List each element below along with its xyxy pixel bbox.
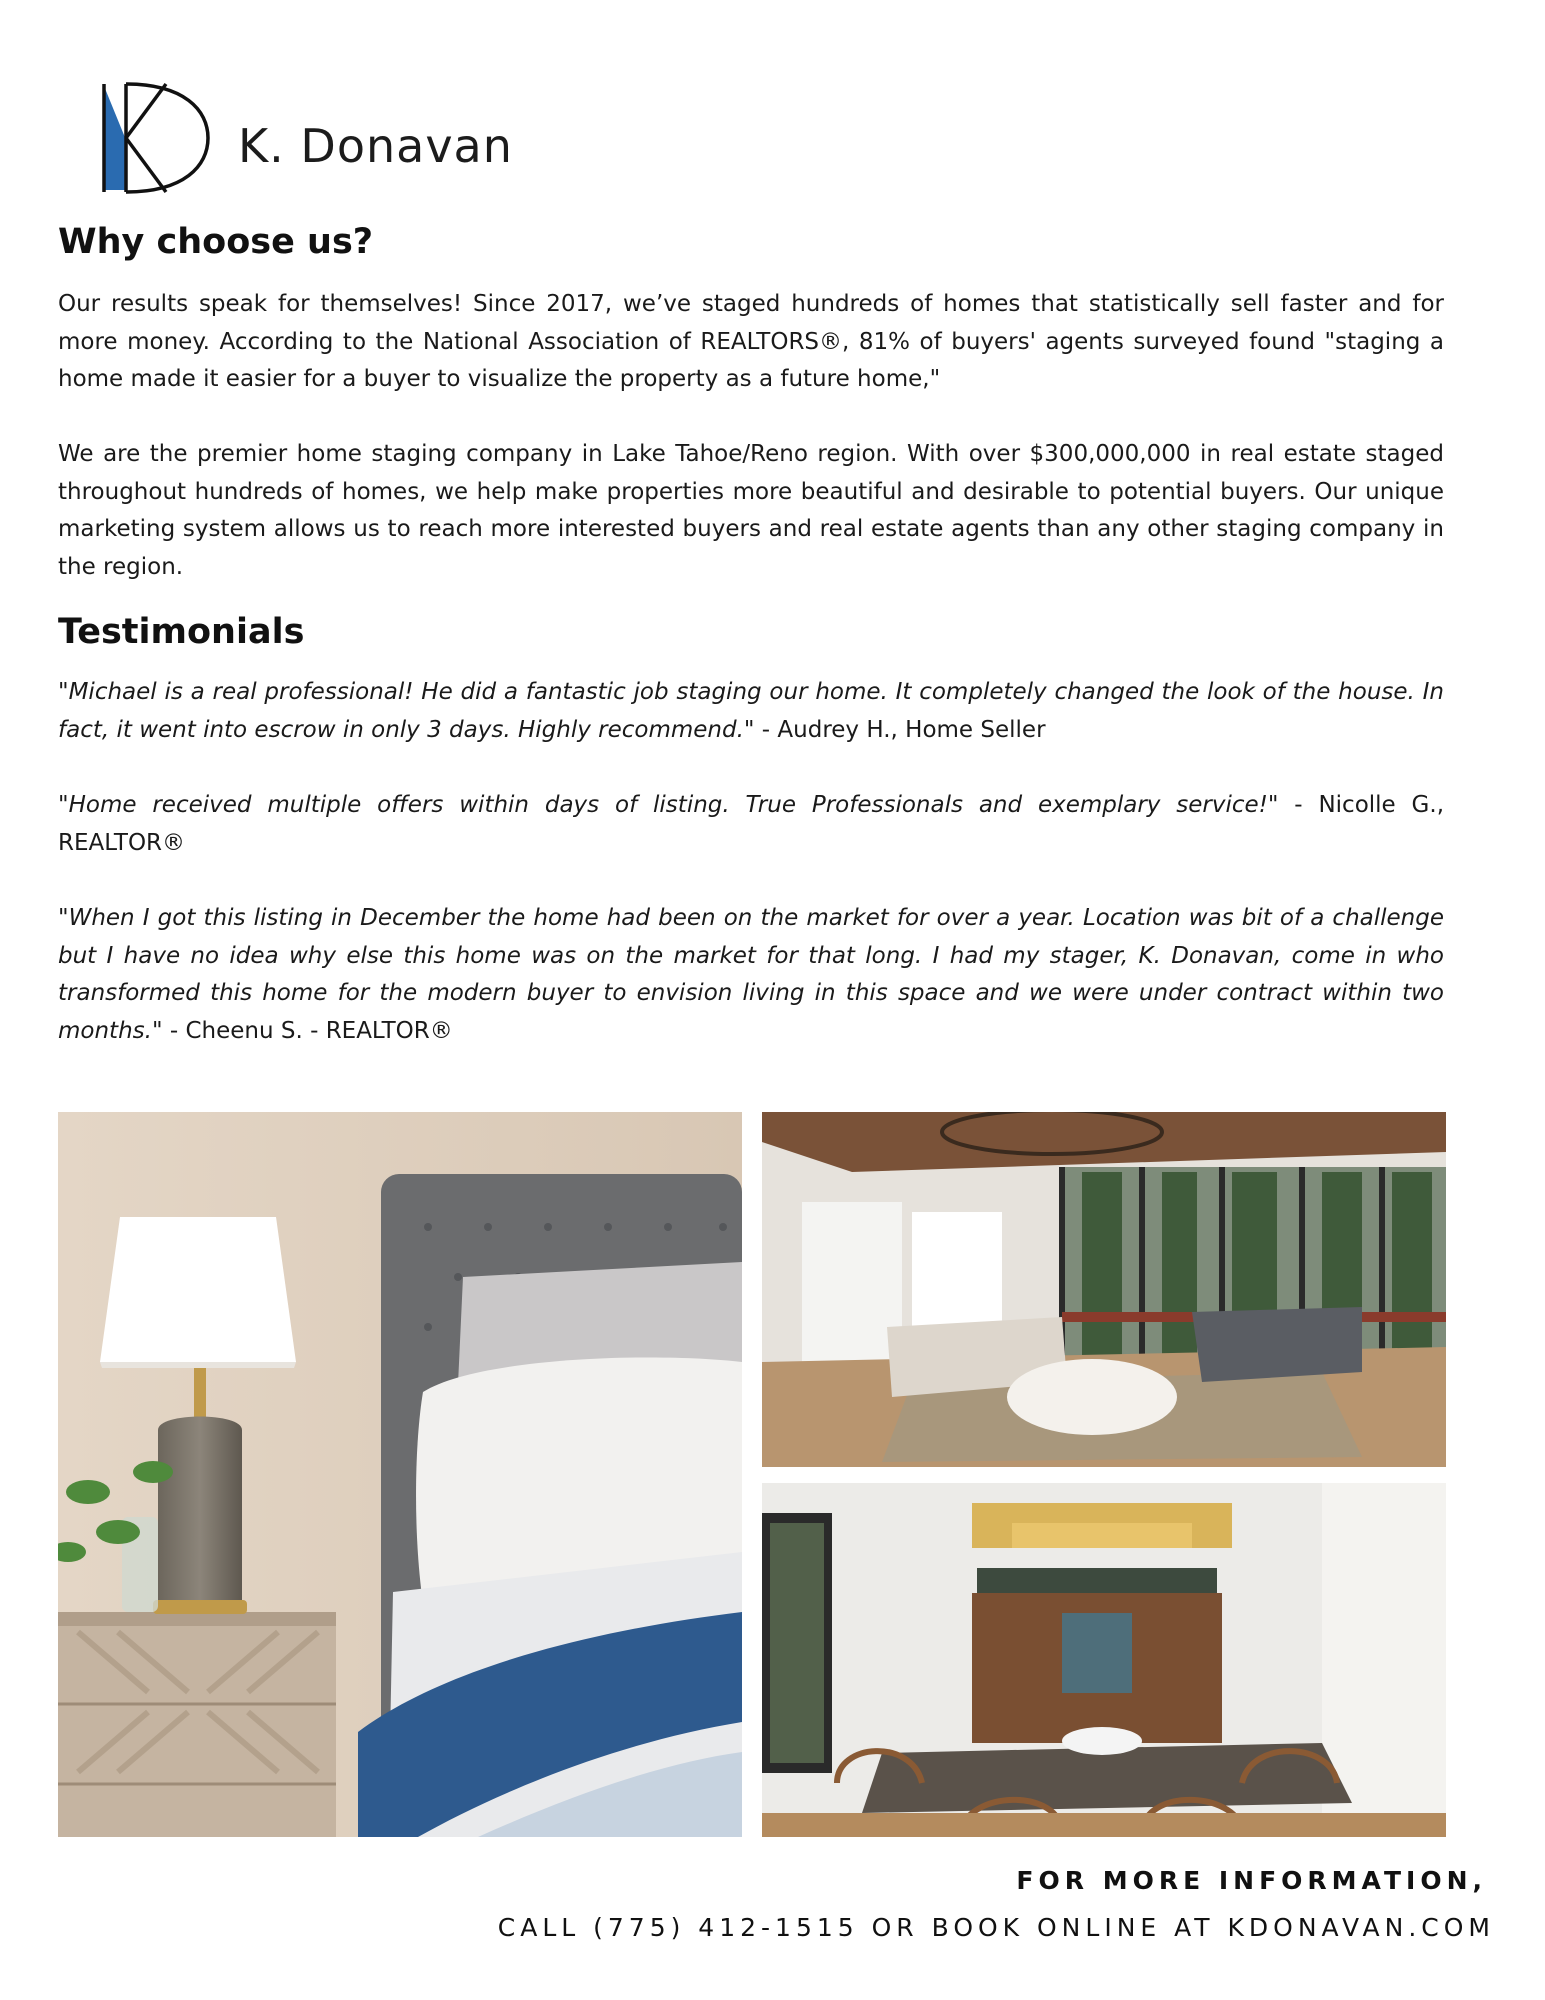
testimonials-heading: Testimonials [58,612,305,652]
why-paragraph-1 [58,286,1444,399]
why-heading: Why choose us? [58,222,374,262]
testimonial-text [58,787,1444,862]
testimonial-quote: "When I got this listing in December the home had been on the market for over a year. Location was bit of a challenge but I have no idea why else this home was on the market for that long. I had my stager, K. Donavan, come in who transformed this home for the modern buyer to envision living in this space and we were under contract within two months." [58,905,1444,1044]
testimonial-1 [58,674,1444,749]
why-para-2: We are the premier home staging company in Lake Tahoe/Reno region. With over $300,000,000 in real estate staged throughout hundreds of homes, we help make properties more beautiful and desirable to potential buyers. Our unique marketing system allows us to reach more interested buyers and real estate agents than any other staging company in the region. [58,441,1444,580]
testimonial-2 [58,787,1444,862]
testimonials-section [58,612,1444,652]
testimonial-quote: "Michael is a real professional! He did a fantastic job staging our home. It completely changed the look of the house. In fact, it went into escrow in only 3 days. Highly recommend." [58,679,1444,743]
footer-title: FOR MORE INFORMATION, [1016,1866,1487,1895]
bedroom-photo [58,1112,742,1837]
testimonial-quote: "Home received multiple offers within days of listing. True Professionals and exemplary service!" [58,792,1279,818]
brand-name: K. Donavan [238,119,513,173]
testimonial-3 [58,900,1444,1050]
testimonial-attribution: - Nicolle G., REALTOR® [58,792,1445,856]
footer-contact-line: CALL (775) 412-1515 OR BOOK ONLINE AT KDONAVAN.COM [497,1913,1495,1942]
testimonial-attribution: - Audrey H., Home Seller [754,716,1046,743]
testimonial-attribution: - Cheenu S. - REALTOR® [162,1017,453,1044]
why-paragraph-2 [58,436,1444,586]
why-para-1: Our results speak for themselves! Since 2017, we’ve staged hundreds of homes that statistically sell faster and for more money. According to the National Association of REALTORS®, 81% of buyers' agents surveyed found "staging a home made it easier for a buyer to visualize the property as a future home," [58,291,1444,392]
testimonial-text [58,900,1444,1050]
why-choose-us-section [58,222,1444,262]
testimonial-text [58,674,1444,749]
dining-kitchen-photo [762,1483,1446,1837]
kd-monogram-icon [100,82,212,194]
living-room-photo [762,1112,1446,1467]
logo [100,82,513,194]
